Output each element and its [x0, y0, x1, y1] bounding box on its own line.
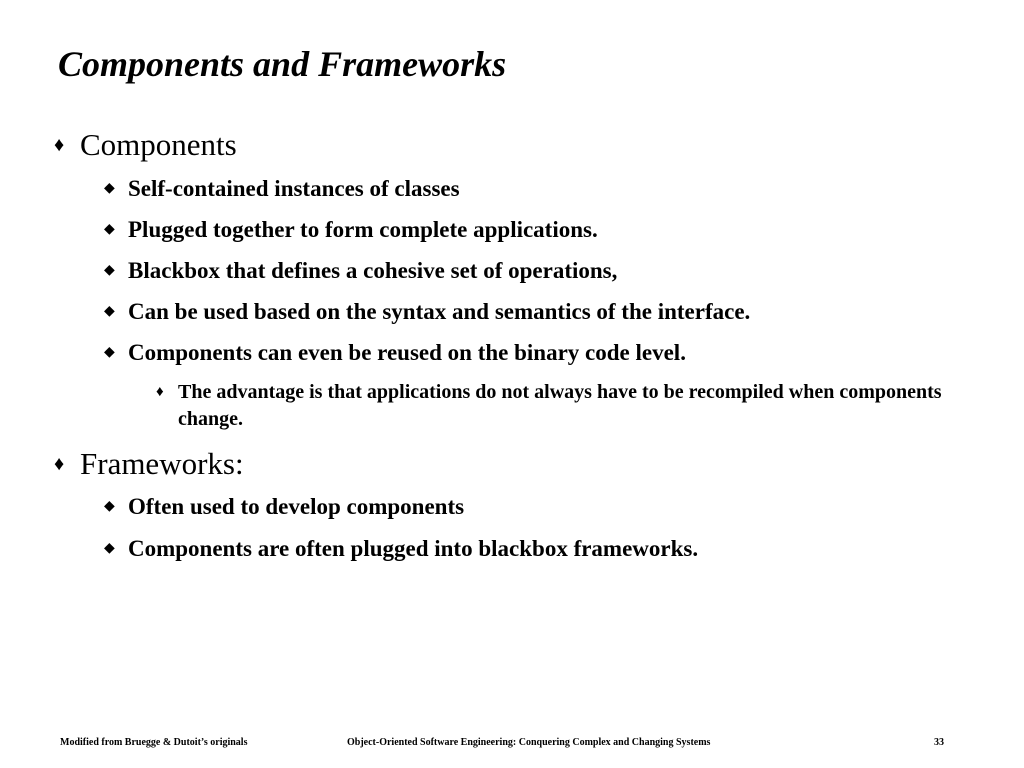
- list-item-text: Components are often plugged into blackbox frameworks.: [128, 536, 699, 561]
- footer-center: Object-Oriented Software Engineering: Conquering Complex and Changing Systems: [347, 737, 711, 748]
- bullet-components: [54, 129, 237, 161]
- diamond-bullet-icon: ◆: [104, 222, 115, 237]
- page-number: 33: [934, 737, 944, 748]
- list-item-text: Blackbox that defines a cohesive set of operations,: [128, 258, 618, 283]
- list-item: [104, 257, 617, 285]
- diamond-bullet-icon: ◆: [104, 499, 115, 514]
- list-item: [104, 339, 686, 367]
- list-item-text: Components can even be reused on the binary code level.: [128, 340, 686, 365]
- list-item-text: Plugged together to form complete applications.: [128, 217, 598, 242]
- list-item: [104, 216, 598, 244]
- diamond-bullet-icon: ♦: [54, 453, 65, 475]
- list-item-text: Self-contained instances of classes: [128, 176, 460, 201]
- diamond-bullet-icon: ◆: [104, 541, 115, 556]
- diamond-bullet-icon: ◆: [104, 181, 115, 196]
- sub-list-item-text: The advantage is that applications do not always have to be recompiled when components change.: [178, 381, 942, 430]
- list-item-text: Can be used based on the syntax and semantics of the interface.: [128, 299, 751, 324]
- bullet-frameworks: [54, 448, 244, 480]
- list-item-text: Often used to develop components: [128, 494, 465, 519]
- sub-list-item: [156, 379, 968, 433]
- diamond-bullet-icon: ◆: [104, 263, 115, 278]
- list-item: [104, 298, 750, 326]
- list-item: [104, 175, 460, 203]
- diamond-bullet-icon: ◆: [104, 304, 115, 319]
- frameworks-heading: Frameworks:: [80, 446, 244, 481]
- components-heading: Components: [80, 127, 237, 162]
- list-item: [104, 493, 464, 521]
- footer-left: Modified from Bruegge & Dutoit’s originals: [60, 737, 248, 748]
- diamond-bullet-icon: ♦: [156, 384, 164, 400]
- diamond-bullet-icon: ♦: [54, 134, 65, 156]
- slide-title: Components and Frameworks: [58, 44, 507, 84]
- diamond-bullet-icon: ◆: [104, 345, 115, 360]
- list-item: [104, 535, 698, 563]
